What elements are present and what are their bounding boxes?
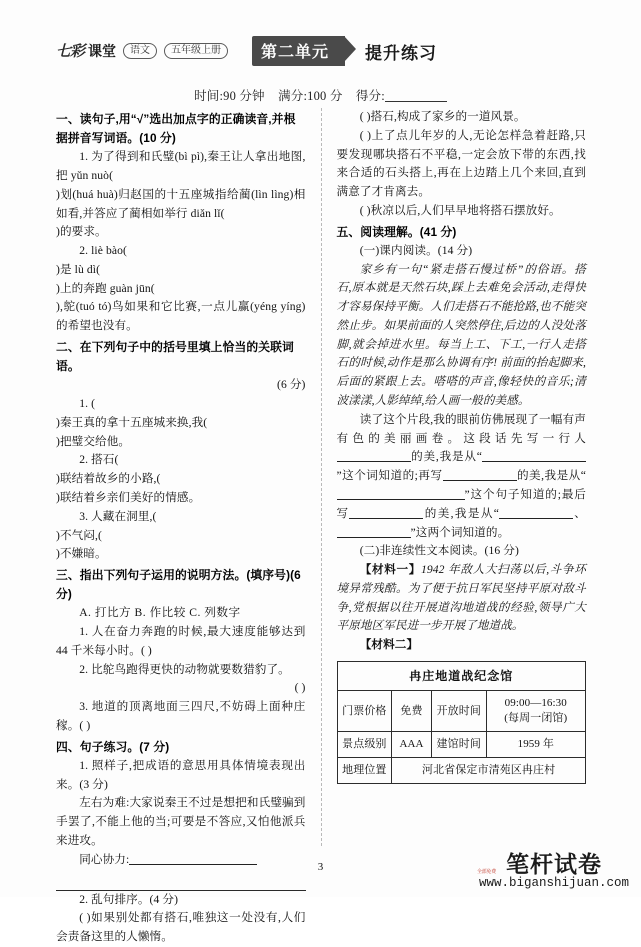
table-row [337, 691, 586, 732]
fill-text-e: ”这个句子知道的;最后写 [336, 487, 586, 520]
exam-time: 时间:90 分钟 [194, 89, 265, 103]
material-2-label: 【材料二】 [359, 638, 419, 652]
opening-hours-note: (每周一闭馆) [504, 712, 568, 725]
left-column [56, 108, 306, 944]
watermark-title: 笔杆试卷 [505, 850, 602, 877]
fill-blank-6[interactable] [499, 507, 573, 519]
section-5-sub1: (一)课内阅读。(14 分) [359, 243, 473, 257]
section-3-q2-answer-paren[interactable]: ( ) [294, 681, 306, 695]
section-2-q2b: )联结着故乡的小路,( [56, 472, 161, 486]
exam-score-blank[interactable] [385, 89, 447, 102]
section-5-fill-paragraph [337, 411, 587, 542]
section-5-sub2: (二)非连续性文本阅读。(16 分) [359, 544, 519, 558]
section-4-q1: 1. 照样子,把成语的意思用具体情境表现出来。(3 分) [56, 758, 306, 791]
section-4-q2-item[interactable]: ( )如果别处都有搭石,唯独这一处没有,人们会责备这里的人懒惰。 [56, 911, 306, 944]
section-2-q2a: 2. 搭石( [79, 453, 119, 467]
section-3-q3: 3. 地道的顶离地面三四尺,不妨碍上面种庄稼。( ) [56, 700, 306, 732]
fill-text-f: 的美,我是从“ [423, 506, 500, 520]
exam-meta [0, 86, 641, 104]
fill-text-h: ”这两个词知道的。 [410, 525, 510, 539]
fill-blank-1[interactable] [337, 450, 411, 462]
brand-mark: 七彩 [56, 43, 85, 60]
section-4-prompt-label: 同心协力: [79, 852, 130, 866]
section-1-q1c: )的要求。 [56, 225, 107, 239]
cell-founded-value: 1959 年 [486, 731, 585, 757]
order-item[interactable]: ( )搭石,构成了家乡的一道风景。 [359, 110, 526, 123]
section-1-q1b: )划(huá huà)归赵国的十五座城指给蔺(lìn lìng)相如看,并答应了蔺相如举行 diǎn lǐ( [56, 187, 306, 220]
section-2-q3c: )不嫌暗。 [56, 547, 107, 561]
section-2-points: (6 分) [276, 378, 306, 392]
material-1-label: 【材料一】 [359, 563, 421, 577]
section-2-q3a: 3. 人藏在洞里,( [79, 509, 157, 523]
cell-ticket-price-label: 门票价格 [337, 691, 392, 732]
page-header [56, 36, 596, 76]
watermark [476, 850, 629, 890]
fill-text-c: ”这个词知道的;再写 [336, 469, 443, 483]
cell-founded-label: 建馆时间 [431, 731, 486, 757]
cell-ticket-price-value: 免费 [392, 691, 432, 732]
title-main: 提升练习 [365, 43, 438, 63]
section-3-heading: 三、指出下列句子运用的说明方法。(填序号)(6 分) [56, 568, 301, 602]
brand-name: 课堂 [88, 42, 117, 59]
section-2-q1b: )秦王真的拿十五座城来换,我( [56, 415, 208, 429]
exam-score-label: 得分: [355, 89, 385, 103]
brand-logo [56, 40, 228, 61]
fill-blank-7[interactable] [337, 526, 411, 538]
exam-total: 满分:100 分 [278, 89, 343, 103]
section-2-q3b: )不气闷,( [56, 528, 103, 542]
brand-grade-tag: 五年级上册 [164, 43, 228, 59]
cell-opening-hours-value [486, 691, 585, 732]
watermark-url: www.biganshijuan.com [478, 875, 629, 890]
section-5-passage: 家乡有一句“紧走搭石慢过桥”的俗语。搭石,原本就是天然石块,踩上去难免会活动,走得快才容易保持平衡。人们走搭石不能抢路,也不能突然止步。如果前面的人突然停住,后边的人没处落脚,就会掉进水里。每当上工、下工,一行人走搭石的时候,动作是那么协调有序! 前面的抬起脚来,后面的紧跟上去。嗒嗒的声音,像轻快的音乐;清波漾漾,人影绰绰,给人画一般的美感。 [336, 262, 586, 408]
section-3-q1: 1. 人在奋力奔跑的时候,最大速度能够达到 44 千米每小时。( ) [56, 625, 306, 657]
museum-info-table [337, 661, 587, 784]
opening-hours-time: 09:00—16:30 [504, 697, 567, 710]
section-4-example: 左右为难:大家说秦王不过是想把和氏璧骗到手罢了,不能上他的当;可要是不答应,又怕他派兵来进攻。 [56, 796, 306, 847]
cell-level-value: AAA [392, 731, 432, 757]
section-1-q1a: 1. 为了得到和氏璧(bì pì),秦王让人拿出地图,把 yǔn nuò( [56, 150, 306, 182]
section-1-q2d: ),鸵(tuó tó)鸟如果和它比赛,一点儿赢(yéng yíng)的希望也没有。 [56, 300, 306, 333]
fill-blank-4[interactable] [337, 488, 465, 500]
table-title: 冉庄地道战纪念馆 [337, 661, 586, 690]
section-4-heading: 四、句子练习。(7 分) [56, 739, 170, 754]
watermark-badge: 全部免费 [476, 869, 496, 875]
fill-text-d: 的美,我是从“ [516, 469, 587, 483]
section-1-q2c: )上的奔跑 guàn jūn( [56, 281, 155, 295]
section-4-q2: 2. 乱句排序。(4 分) [79, 892, 179, 906]
section-3-q2: 2. 比鸵鸟跑得更快的动物就要数猎豹了。 [79, 662, 290, 676]
order-item[interactable]: ( )上了点儿年岁的人,无论怎样急着赶路,只要发现哪块搭石不平稳,一定会放下带的东西,找来合适的石头搭上,再在上边踏上几个来回,直到满意了才肯离去。 [336, 128, 586, 199]
brand-subject-tag: 语文 [123, 43, 157, 59]
table-row [337, 731, 586, 757]
unit-tag: 第二单元 [252, 36, 345, 66]
fill-text-b: 的美,我是从“ [410, 450, 482, 464]
section-3-options: A. 打比方 B. 作比较 C. 列数字 [79, 606, 241, 620]
right-column [337, 108, 587, 846]
fill-text-a: 读了这个片段,我的眼前仿佛展现了一幅有声有色的美丽画卷。这段话先写一行人 [336, 412, 586, 445]
material-1-text: 1942 年敌人大扫荡以后,斗争环境异常残酷。为了便于抗日军民坚持平原对敌斗争,党根据以往开展道沟地道战的经验,领导广大平原地区军民进一步开展了地道战。 [336, 563, 586, 633]
section-2-q2c: )联结着乡亲们美好的情感。 [56, 490, 201, 504]
material-1 [337, 561, 587, 636]
cell-opening-hours-label: 开放时间 [431, 691, 486, 732]
section-1-q2b: )是 lù dì( [56, 262, 101, 276]
table-row [337, 661, 586, 690]
fill-blank-5[interactable] [349, 507, 423, 519]
section-5-heading: 五、阅读理解。(41 分) [336, 224, 457, 239]
table-row [337, 757, 586, 783]
section-2-q1a: 1. ( [79, 397, 96, 411]
fill-blank-3[interactable] [443, 469, 517, 481]
section-2-q1c: )把璧交给他。 [56, 434, 131, 448]
section-1-q2a: 2. liè bào( [79, 244, 127, 258]
fill-blank-2[interactable] [482, 450, 586, 462]
order-item[interactable]: ( )秋凉以后,人们早早地将搭石摆放好。 [359, 203, 561, 217]
cell-location-value: 河北省保定市清苑区冉庄村 [392, 757, 586, 783]
section-2-heading: 二、在下列句子中的括号里填上恰当的关联词语。 [56, 340, 294, 374]
page-title [252, 36, 437, 66]
section-1-heading: 一、读句子,用“√”选出加点字的正确读音,并根据拼音写词语。(10 分) [56, 112, 296, 146]
page-number: 3 [317, 861, 324, 873]
column-divider [321, 108, 322, 846]
section-4-write-line[interactable] [56, 873, 306, 891]
fill-text-g: 、 [573, 506, 586, 520]
cell-level-label: 景点级别 [337, 731, 392, 757]
cell-location-label: 地理位置 [337, 757, 392, 783]
